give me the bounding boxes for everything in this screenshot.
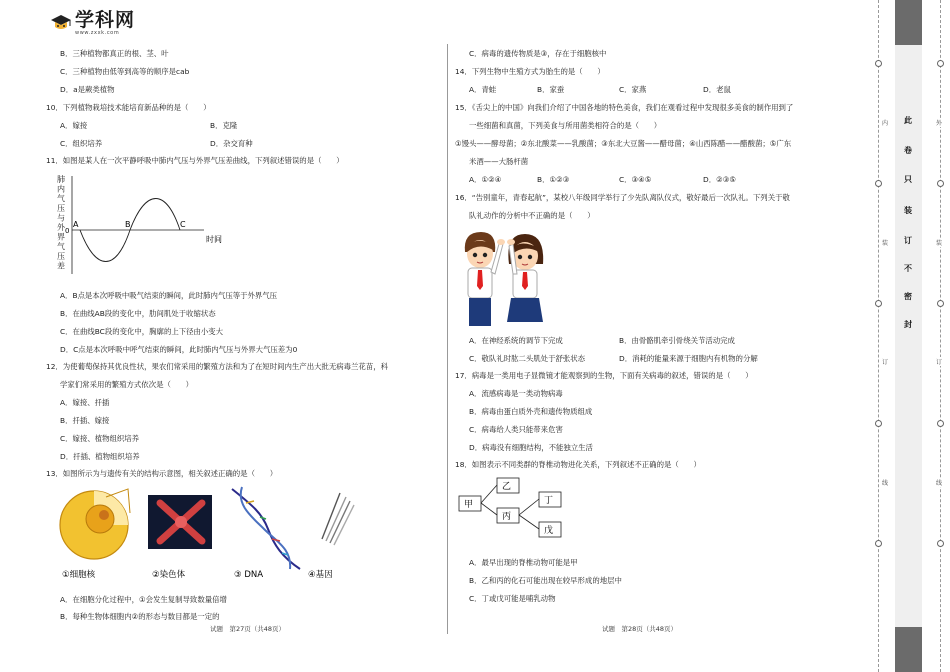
q12-stem-1: 12．为使葡萄保持其优良性状，果农们常采用的繁殖方法和为了在短时间内生产出大批无病毒兰花苗，科 [46,362,388,371]
site-logo [50,10,135,36]
outer-label-wai: 外 [936,120,943,127]
q12-option-b: B．扦插、嫁接 [60,416,110,425]
graph-xlabel: 时间 [206,235,222,244]
genetics-figure [56,483,356,583]
binding-char-2: 卷 [904,146,912,155]
q18-option-b: B．乙和丙的化石可能出现在较早形成的地层中 [469,576,622,585]
q9-option-c: C．三种植物由低等到高等的顺序是cab [60,67,190,76]
girl-figure [507,234,543,322]
q14-option-a: A．青蛙 [469,85,497,94]
binding-char-4: 装 [904,206,912,215]
graph-origin: 0 [65,227,70,235]
binding-margin [895,0,922,672]
tree-node-bing: 丙 [502,512,512,522]
q9-option-d: D．a是蕨类植物 [60,85,115,94]
q17-option-a: A．流感病毒是一类动物病毒 [469,389,563,398]
cell-nucleus-image [60,489,130,559]
graduation-cap-icon [50,13,72,33]
q14-option-d: D．老鼠 [703,85,731,94]
q13-stem: 13．如图所示为与遗传有关的结构示意图，相关叙述正确的是（ ） [46,469,278,478]
binding-char-1: 此 [904,116,912,125]
binding-hole [875,180,882,187]
column-divider [447,44,448,634]
outer-label-ding: 订 [936,359,943,366]
q16-option-b: B．由骨骼肌牵引骨绕关节活动完成 [619,336,735,345]
binding-block-top [895,0,922,45]
binding-char-7: 密 [904,292,912,301]
q9-option-b: B．三种植物都真正的根、茎、叶 [60,49,169,58]
q17-option-b: B．病毒由蛋白质外壳和遗传物质组成 [469,407,593,416]
q14-option-b: B．家蚕 [537,85,565,94]
q18-stem: 18．如图表示不同类群的脊椎动物进化关系，下列叙述不正确的是（ ） [455,460,701,469]
pressure-graph [56,172,246,282]
q15-option-b: B．①②③ [537,175,570,184]
graph-point-b: B [125,220,131,229]
q12-option-a: A．嫁接、扦插 [60,398,110,407]
q13-option-b: B．每种生物体细胞内②的形态与数目都是一定的 [60,612,220,621]
binding-hole [937,180,944,187]
binding-hole [875,300,882,307]
binding-hole [875,420,882,427]
q14-option-c: C．家燕 [619,85,647,94]
chromosome-image [148,495,212,549]
q10-option-b: B．克隆 [210,121,238,130]
q16-stem-1: 16．“告别童年，青春起航”，某校八年级同学举行了少先队离队仪式，敬好最后一次队礼。下列关于敬 [455,193,790,202]
binding-hole [937,300,944,307]
q15-option-c: C．③④⑤ [619,175,652,184]
binding-char-6: 不 [904,264,912,273]
graph-point-a: A [73,220,79,229]
q11-option-b: B．在曲线AB段的变化中，肋间肌处于收缩状态 [60,309,216,318]
q10-stem: 10．下列植物栽培技术能培育新品种的是（ ） [46,103,211,112]
q18-option-c: C．丁或戊可能是哺乳动物 [469,594,556,603]
label-dna: ③ DNA [234,570,264,580]
dna-helix-image [232,487,300,569]
q16-option-d: D．消耗的能量来源于细胞内有机物的分解 [619,354,758,363]
boy-figure [465,232,505,326]
q12-stem-2: 学家们常采用的繁殖方式依次是（ ） [60,380,194,389]
binding-hole [875,60,882,67]
q18-option-a: A．最早出现的脊椎动物可能是甲 [469,558,578,567]
q11-option-c: C．在曲线BC段的变化中，胸廓的上下径由小变大 [60,327,224,336]
q15-stem-4: 米酒——大肠杆菌 [469,157,529,166]
binding-char-3: 只 [904,175,912,184]
q15-stem-3: ①馒头——酵母菌；②东北酸菜——乳酸菌；③东北大豆酱——醋母菌；④山西陈醋——醋酸菌；⑤广东 [455,139,792,148]
tree-node-jia: 甲 [464,500,474,510]
binding-hole [937,540,944,547]
q11-option-a: A．B点是本次呼吸中吸气结束的瞬间，此时肺内气压等于外界气压 [60,291,278,300]
q17-option-c: C．病毒给人类只能带来危害 [469,425,563,434]
q16-stem-2: 队礼动作的分析中不正确的是（ ） [469,211,595,220]
q17-stem: 17．病毒是一类用电子显微镜才能观察到的生物，下面有关病毒的叙述，错误的是（ ） [455,371,753,380]
label-gene: ④基因 [308,570,333,580]
logo-url: www.zxxk.com [75,30,120,36]
q17-option-d: D．病毒没有细胞结构，不能独立生活 [469,443,593,452]
q12-option-c: C．嫁接、植物组织培养 [60,434,140,443]
q12-option-d: D．扦插、植物组织培养 [60,452,140,461]
binding-char-5: 订 [904,236,912,245]
q16-option-c: C．敬队礼时肱二头肌处于舒张状态 [469,354,586,363]
q14-stem: 14．下列生物中生殖方式为胎生的是（ ） [455,67,605,76]
q11-option-d: D．C点是本次呼吸中呼气结束的瞬间，此时肺内气压与外界大气压差为0 [60,345,298,354]
tree-node-wu: 戊 [544,526,554,536]
saluting-students-image [459,224,549,330]
q13-option-a: A．在细胞分化过程中，①会发生复制导致数量倍增 [60,595,227,604]
q11-stem: 11．如图是某人在一次平静呼吸中肺内气压与外界气压差曲线，下列叙述错误的是（ ） [46,156,344,165]
q15-stem-2: 一些细菌和真菌，下列美食与所用菌类相符合的是（ ） [469,121,662,130]
q15-stem-1: 15．《舌尖上的中国》向我们介绍了中国各地的特色美食，我们在观看过程中发现很多美食的制作用到了 [455,103,794,112]
binding-hole [937,420,944,427]
binding-hole [937,60,944,67]
inner-label-xian: 线 [882,480,889,487]
q10-option-c: C．组织培养 [60,139,103,148]
tree-node-ding: 丁 [544,496,554,506]
q15-option-d: D．②③⑤ [703,175,736,184]
outer-label-xian: 线 [936,480,943,487]
gene-image [322,493,354,545]
inner-label-nei: 内 [882,120,889,127]
graph-point-c: C [180,220,186,229]
logo-name: 学科网 [75,9,136,31]
graph-ylabel: 肺内气压与外界气压差 [57,175,65,271]
label-chromosome: ②染色体 [152,570,186,580]
outer-cut-line [940,0,942,672]
binding-hole [875,540,882,547]
q10-option-a: A．嫁接 [60,121,88,130]
q15-option-a: A．①②④ [469,175,502,184]
q13-option-c: C．病毒的遗传物质是③，存在于细胞核中 [469,49,607,58]
q16-option-a: A．在神经系统的调节下完成 [469,336,563,345]
binding-char-8: 封 [904,320,912,329]
inner-label-ding: 订 [882,359,889,366]
inner-cut-line [878,0,880,672]
inner-label-zhuang: 装 [882,240,889,247]
tree-node-yi: 乙 [502,482,512,492]
label-cell-nucleus: ①细胞核 [62,570,96,580]
evolution-tree [457,474,577,544]
page-footer-left: 试题 第27页（共48页） [210,625,286,633]
outer-label-zhuang: 装 [936,240,943,247]
page-footer-right: 试题 第28页（共48页） [602,625,678,633]
q10-option-d: D．杂交育种 [210,139,253,148]
binding-block-bottom [895,627,922,672]
